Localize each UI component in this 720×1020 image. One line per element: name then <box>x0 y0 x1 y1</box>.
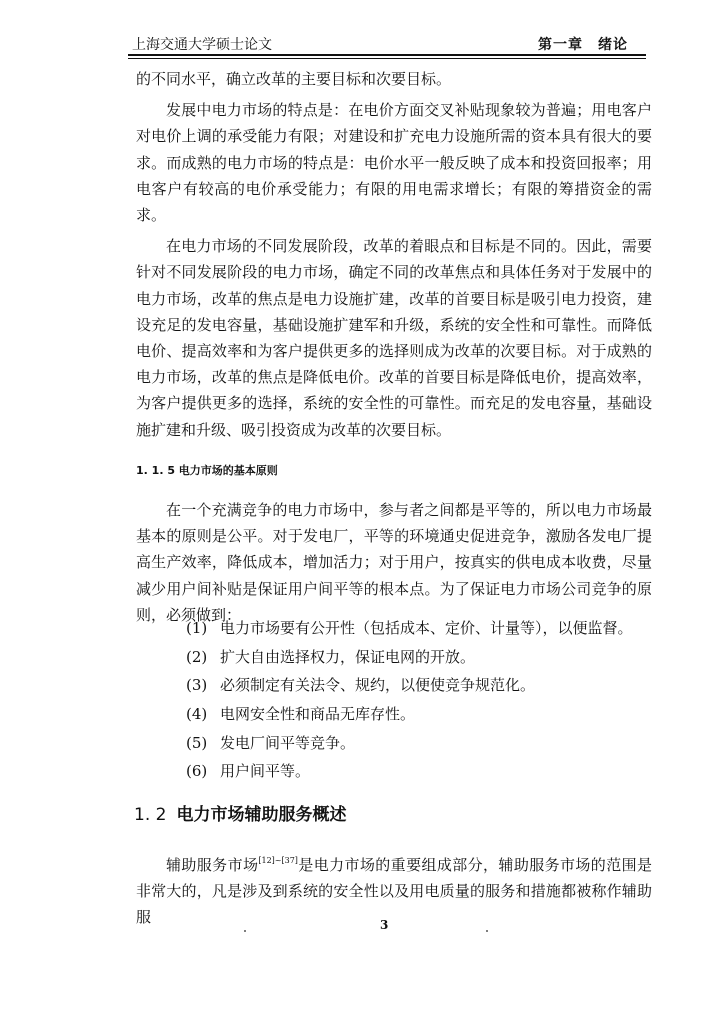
header-university-title: 上海交通大学硕士论文 <box>132 37 272 53</box>
section-text-block <box>136 848 652 936</box>
list-item-number: (2) <box>186 647 208 666</box>
list-item <box>186 700 646 729</box>
list-item-text: 必须制定有关法令、规约，以便使竞争规范化。 <box>220 676 536 695</box>
list-item <box>186 614 646 643</box>
subsection-heading: 1. 1. 5 电力市场的基本原则 <box>136 464 278 477</box>
scan-speck <box>486 930 488 932</box>
paragraph-ancillary-services <box>136 848 652 931</box>
list-item-number: (6) <box>186 762 208 781</box>
paragraph-text-start: 辅助服务市场 <box>166 856 259 874</box>
header-rule-thin <box>128 58 646 59</box>
list-item-text: 电力市场要有公开性（包括成本、定价、计量等），以便监督。 <box>220 619 633 637</box>
paragraph-text-rest: 是电力市场的重要组成部分，辅助服务市场的范围是非常大的，凡是涉及到系统的安全性以及用电质量的服务和措施都被称作辅助服 <box>136 856 652 927</box>
paragraph-market-characteristics: 发展中电力市场的特点是：在电价方面交叉补贴现象较为普遍；用电客户对电价上调的承受能力有限；对建设和扩充电力设施所需的资本具有很大的要求。而成熟的电力市场的特点是：电价水平一般反映了成本和投资回报率；用电客户有较高的电价承受能力；有限的用电需求增长；有限的筹措资金的需求。 <box>136 101 652 225</box>
principles-text-block <box>136 497 652 633</box>
list-item-number: (5) <box>186 733 208 752</box>
list-item-text: 扩大自由选择权力，保证电网的开放。 <box>220 647 476 666</box>
list-item-text: 发电厂间平等竞争。 <box>220 733 356 752</box>
list-item <box>186 757 646 786</box>
header-rule <box>128 54 646 56</box>
intro-text-block <box>136 66 652 448</box>
list-item-number: (4) <box>186 705 208 724</box>
list-item-text: 电网安全性和商品无库存性。 <box>220 705 416 724</box>
citation-reference: [12]~[37] <box>258 856 298 865</box>
list-item-number: (3) <box>186 676 208 695</box>
paragraph-principles-intro: 在一个充满竞争的电力市场中，参与者之间都是平等的，所以电力市场最基本的原则是公平。对于发电厂，平等的环境通史促进竞争，激励各发电厂提高生产效率，降低成本，增加活力；对于用户，按真实的供电成本收费，尽量减少用户间补贴是保证用户间平等的根本点。为了保证电力市场公司竞争的原则，必须做到： <box>136 501 652 624</box>
header-chapter-title: 第一章 绪论 <box>538 37 628 53</box>
list-item <box>186 643 646 672</box>
page-number: 3 <box>380 918 389 932</box>
section-heading <box>134 800 346 825</box>
list-item <box>186 671 646 700</box>
list-item-text: 用户间平等。 <box>220 762 311 781</box>
list-item-number: (1) <box>186 619 208 637</box>
section-title: 电力市场辅助服务概述 <box>176 805 347 825</box>
paragraph-reform-focus: 在电力市场的不同发展阶段，改革的着眼点和目标是不同的。因此，需要针对不同发展阶段的电力市场，确定不同的改革焦点和具体任务对于发展中的电力市场，改革的焦点是电力设施扩建，改革的首要目标是吸引电力投资，建设充足的发电容量，基础设施扩建军和升级，系统的安全性和可靠性。而降低电价、提高效率和为客户提供更多的选择则成为改革的次要目标。对于成熟的电力市场，改革的焦点是降低电价。改革的首要目标是降低电价，提高效率，为客户提供更多的选择，系统的安全性的可靠性。而充足的发电容量，基础设施扩建和升级、吸引投资成为改革的次要目标。 <box>136 237 652 439</box>
section-number: 1. 2 <box>134 805 167 825</box>
list-item <box>186 729 646 758</box>
running-header <box>128 30 646 52</box>
paragraph-continued: 的不同水平，确立改革的主要目标和次要目标。 <box>136 70 452 88</box>
principles-list <box>186 614 646 786</box>
scan-speck <box>244 930 246 932</box>
